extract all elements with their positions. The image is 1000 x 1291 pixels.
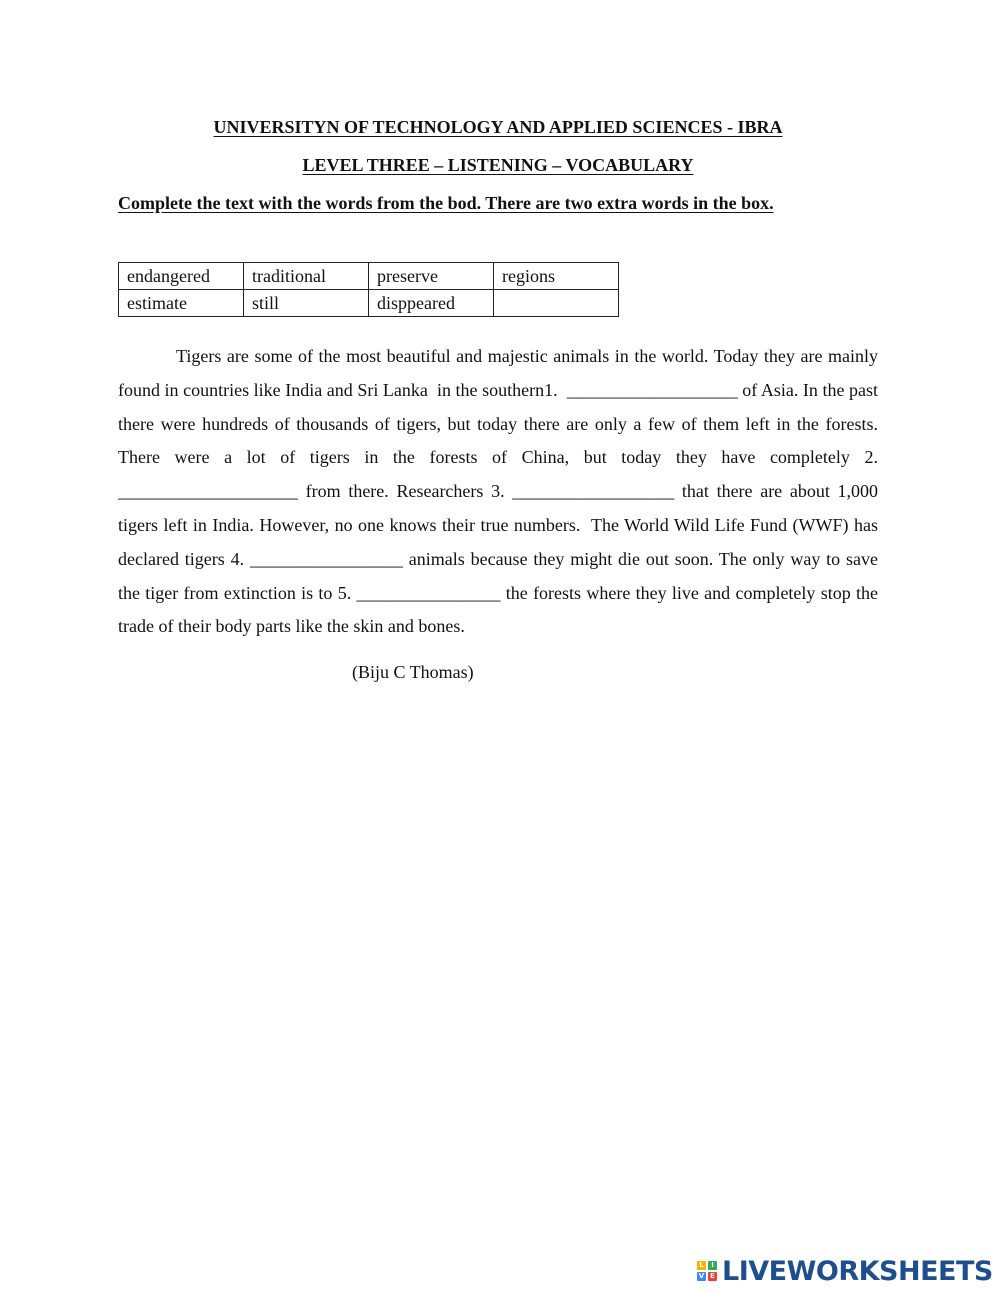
word-box-row	[119, 290, 619, 317]
word-box-cell: still	[244, 290, 369, 317]
logo-mark-letter: L	[697, 1261, 706, 1270]
word-box-cell	[494, 290, 619, 317]
word-box-cell: endangered	[119, 263, 244, 290]
word-box-cell: estimate	[119, 290, 244, 317]
word-box-cell: traditional	[244, 263, 369, 290]
document-title: UNIVERSITYN OF TECHNOLOGY AND APPLIED SCIENCES - IBRA	[213, 117, 783, 137]
word-box-cell: disppeared	[369, 290, 494, 317]
liveworksheets-logo	[697, 1256, 993, 1286]
word-box-table	[118, 262, 619, 317]
passage-text: Tigers are some of the most beautiful and majestic animals in the world. Today they are mainly found in countries like India and Sri Lanka in the southern1. ___________________ of Asia. In the past there were hundreds of thousands of tigers, but today there are only a few of them left in the forests. There were a lot of tigers in the forests of China, but today they have completely 2. ____________________ from there. Researchers 3. __________________ that there are about 1,000 tigers left in India. However, no one knows their true numbers. The World Wild Life Fund (WWF) has declared tigers 4. _________________ animals because they might die out soon. The only way to save the tiger from extinction is to 5. ________________ the forests where they live and completely stop the trade of their body parts like the skin and bones.	[118, 346, 883, 637]
logo-mark-letter: I	[708, 1261, 717, 1270]
document-subtitle: LEVEL THREE – LISTENING – VOCABULARY	[302, 155, 694, 175]
word-box-row	[119, 263, 619, 290]
author-credit: (Biju C Thomas)	[352, 662, 474, 682]
logo-mark-letter: V	[698, 1272, 705, 1280]
word-box-cell: regions	[494, 263, 619, 290]
instruction-text: Complete the text with the words from the bod. There are two extra words in the box.	[118, 193, 774, 213]
logo-mark-letter: E	[708, 1272, 717, 1281]
logo-text: LIVEWORKSHEETS	[722, 1255, 993, 1287]
word-box-cell: preserve	[369, 263, 494, 290]
logo-mark-icon	[697, 1261, 717, 1281]
reading-passage	[118, 340, 883, 644]
